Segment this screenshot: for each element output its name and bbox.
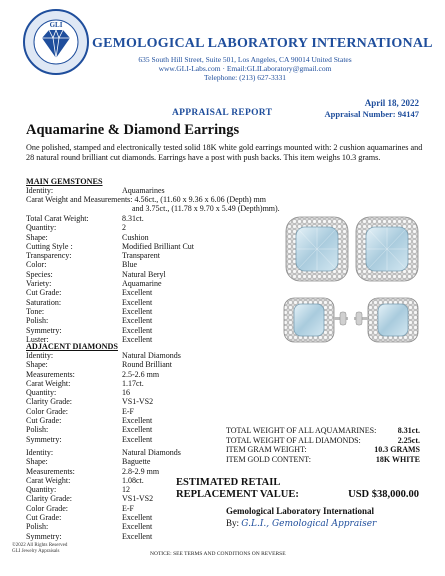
field-value: 2 bbox=[122, 223, 126, 233]
field-value: Excellent bbox=[122, 297, 153, 307]
field-label: Color Grade: bbox=[26, 406, 68, 416]
spec-row bbox=[26, 425, 181, 434]
field-value: Natural Beryl bbox=[122, 269, 166, 279]
field-label: Saturation: bbox=[26, 297, 62, 307]
total-row bbox=[226, 445, 420, 455]
field-value: Transparent bbox=[122, 251, 160, 261]
field-label: Cut Grade: bbox=[26, 513, 62, 523]
spec-row bbox=[26, 448, 181, 457]
field-value: E-F bbox=[122, 503, 134, 513]
field-value: Natural Diamonds bbox=[122, 448, 181, 457]
appraisal-number: Appraisal Number: 94147 bbox=[324, 109, 419, 119]
total-value: 18K WHITE bbox=[375, 454, 420, 464]
spec-row bbox=[26, 407, 181, 416]
total-value: 10.3 GRAMS bbox=[374, 445, 420, 455]
field-value: 16 bbox=[122, 388, 130, 398]
field-label: Identity: bbox=[26, 448, 54, 457]
field-label: Carat Weight: bbox=[26, 475, 71, 485]
field-label: Tone: bbox=[26, 306, 45, 316]
field-label: Identity: bbox=[26, 186, 54, 195]
field-value: Excellent bbox=[122, 513, 153, 523]
field-value: Aquamarine bbox=[122, 279, 162, 289]
spec-row bbox=[26, 326, 194, 335]
spec-row bbox=[26, 316, 194, 325]
report-title: APPRAISAL REPORT bbox=[172, 108, 273, 118]
field-label: Identity: bbox=[26, 351, 54, 360]
field-value: Excellent bbox=[122, 425, 153, 435]
carat-measurements-line1: Carat Weight and Measurements: 4.56ct., (11.60 x 9.36 x 6.06 (Depth) mm bbox=[26, 195, 266, 204]
total-row bbox=[226, 455, 420, 465]
estimate-value: USD $38,000.00 bbox=[348, 489, 419, 500]
field-value: Excellent bbox=[122, 434, 153, 444]
earrings-side-photo bbox=[278, 290, 424, 350]
field-label: Species: bbox=[26, 269, 53, 279]
estimate-label bbox=[176, 477, 299, 501]
field-label: Shape: bbox=[26, 232, 48, 242]
field-label: Color Grade: bbox=[26, 503, 68, 513]
field-value: 12 bbox=[122, 485, 130, 495]
field-value: Blue bbox=[122, 260, 138, 270]
spec-row bbox=[26, 233, 194, 242]
field-value: VS1-VS2 bbox=[122, 397, 154, 407]
field-value: Modified Brilliant Cut bbox=[122, 241, 194, 251]
spec-row bbox=[26, 298, 194, 307]
total-label: TOTAL WEIGHT OF ALL DIAMONDS: bbox=[226, 435, 361, 445]
main-gemstone-specs bbox=[26, 214, 194, 344]
field-value: Excellent bbox=[122, 325, 153, 335]
spec-row bbox=[26, 476, 181, 485]
field-value: VS1-VS2 bbox=[122, 494, 154, 504]
field-value: Excellent bbox=[122, 288, 153, 298]
earrings-front-photo bbox=[282, 214, 422, 284]
spec-row bbox=[26, 457, 181, 466]
field-label: Shape: bbox=[26, 457, 48, 467]
adjacent-diamonds-heading: ADJACENT DIAMONDS bbox=[26, 342, 118, 351]
field-value: Cushion bbox=[122, 232, 149, 242]
field-value: Excellent bbox=[122, 316, 153, 326]
org-address: 635 South Hill Street, Suite 501, Los Angeles, CA 90014 United States bbox=[138, 55, 352, 64]
field-label: Color: bbox=[26, 260, 47, 270]
spec-row bbox=[26, 288, 194, 297]
item-title: Aquamarine & Diamond Earrings bbox=[26, 122, 240, 138]
total-row bbox=[226, 436, 420, 446]
spec-row bbox=[26, 485, 181, 494]
signature-signer: G.L.I., Gemological Appraiser bbox=[241, 519, 377, 529]
spec-row bbox=[26, 513, 181, 522]
spec-row bbox=[26, 360, 181, 369]
spec-row bbox=[26, 270, 194, 279]
total-label: TOTAL WEIGHT OF ALL AQUAMARINES: bbox=[226, 426, 377, 435]
field-value: 2.8-2.9 mm bbox=[122, 466, 160, 476]
field-value: Round Brilliant bbox=[122, 360, 172, 370]
field-value: Excellent bbox=[122, 416, 153, 426]
spec-row bbox=[26, 532, 181, 541]
main-identity bbox=[26, 186, 165, 195]
terms-notice: NOTICE: SEE TERMS AND CONDITIONS ON REVERSE bbox=[150, 551, 286, 557]
spec-row bbox=[26, 494, 181, 503]
field-value: Excellent bbox=[122, 334, 153, 344]
field-value: Natural Diamonds bbox=[122, 351, 181, 360]
spec-row bbox=[26, 351, 181, 360]
total-row bbox=[226, 426, 420, 436]
field-label: Clarity Grade: bbox=[26, 397, 72, 407]
copyright-line2: GLI Jewelry Appraisals bbox=[12, 549, 60, 554]
field-label: Measurements: bbox=[26, 466, 75, 476]
field-value: 2.5-2.6 mm bbox=[122, 369, 160, 379]
report-date: April 18, 2022 bbox=[364, 98, 419, 108]
field-label: Transparency: bbox=[26, 251, 72, 261]
item-description: One polished, stamped and electronically tested solid 18K white gold earrings mounted with: 2 cushion aquamarines and 28 natural round brilliant cut diamonds. Earrings have a post with push backs. This item weighs 10.3 grams. bbox=[26, 143, 423, 162]
field-label: Cutting Style : bbox=[26, 241, 73, 251]
spec-row bbox=[26, 467, 181, 476]
copyright bbox=[12, 543, 67, 555]
field-label: Luster: bbox=[26, 334, 49, 344]
spec-row bbox=[26, 397, 181, 406]
estimate-label-line1: ESTIMATED RETAIL bbox=[176, 477, 281, 488]
field-label: Polish: bbox=[26, 316, 49, 326]
field-label: Total Carat Weight: bbox=[26, 214, 89, 223]
spec-row bbox=[26, 416, 181, 425]
spec-row bbox=[26, 251, 194, 260]
field-value: 1.08ct. bbox=[122, 475, 144, 485]
org-name: GEMOLOGICAL LABORATORY INTERNATIONAL bbox=[92, 36, 433, 51]
diamonds-group-1-specs bbox=[26, 351, 181, 444]
field-label: Variety: bbox=[26, 279, 52, 289]
totals-summary bbox=[226, 426, 420, 464]
field-label: Clarity Grade: bbox=[26, 494, 72, 504]
field-label: Cut Grade: bbox=[26, 416, 62, 426]
field-value: E-F bbox=[122, 406, 134, 416]
org-web-email: www.GLI-Labs.com · Email:GLILaboratory@gmail.com bbox=[158, 64, 332, 73]
field-value: Excellent bbox=[122, 531, 153, 541]
spec-row bbox=[26, 435, 181, 444]
spec-row bbox=[26, 242, 194, 251]
field-label: Symmetry: bbox=[26, 434, 62, 444]
spec-row bbox=[26, 279, 194, 288]
diamonds-group-2-specs bbox=[26, 448, 181, 541]
gli-seal-logo bbox=[22, 8, 90, 76]
field-label: Symmetry: bbox=[26, 531, 62, 541]
spec-row bbox=[26, 379, 181, 388]
field-label: Polish: bbox=[26, 522, 49, 532]
field-value: 1.17ct. bbox=[122, 378, 144, 388]
total-value: 8.31ct. bbox=[397, 426, 420, 435]
total-label: ITEM GOLD CONTENT: bbox=[226, 454, 311, 464]
field-label: Cut Grade: bbox=[26, 288, 62, 298]
field-label: Measurements: bbox=[26, 369, 75, 379]
carat-measurements-line2: and 3.75ct., (11.78 x 9.70 x 5.49 (Depth)mm). bbox=[132, 204, 280, 213]
spec-row bbox=[26, 223, 194, 232]
field-label: Carat Weight: bbox=[26, 378, 71, 388]
total-value: 2.25ct. bbox=[397, 435, 420, 445]
spec-row bbox=[26, 504, 181, 513]
signature-by: By: bbox=[226, 518, 242, 528]
spec-row bbox=[26, 214, 194, 223]
total-label: ITEM GRAM WEIGHT: bbox=[226, 445, 307, 455]
main-gemstones-heading: MAIN GEMSTONES bbox=[26, 177, 103, 186]
spec-row bbox=[26, 388, 181, 397]
field-value: Excellent bbox=[122, 306, 153, 316]
signature-line bbox=[226, 518, 376, 529]
field-label: Symmetry: bbox=[26, 325, 62, 335]
signature-lab-name: Gemological Laboratory International bbox=[226, 506, 374, 516]
field-label: Shape: bbox=[26, 360, 48, 370]
field-value: Baguette bbox=[122, 457, 151, 467]
estimate-label-line2: REPLACEMENT VALUE: bbox=[176, 489, 299, 500]
org-telephone: Telephone: (213) 627-3331 bbox=[204, 73, 286, 82]
copyright-line1: ©2022 All Rights Reserved bbox=[12, 543, 68, 548]
field-value: Excellent bbox=[122, 522, 153, 532]
field-label: Quantity: bbox=[26, 485, 57, 495]
seal-abbr: GLI bbox=[49, 21, 63, 29]
spec-row bbox=[26, 307, 194, 316]
field-label: Quantity: bbox=[26, 388, 57, 398]
field-label: Polish: bbox=[26, 425, 49, 435]
field-label: Quantity: bbox=[26, 223, 57, 233]
field-value: Aquamarines bbox=[122, 186, 165, 195]
spec-row bbox=[26, 260, 194, 269]
spec-row bbox=[26, 370, 181, 379]
spec-row bbox=[26, 522, 181, 531]
field-value: 8.31ct. bbox=[122, 214, 144, 223]
